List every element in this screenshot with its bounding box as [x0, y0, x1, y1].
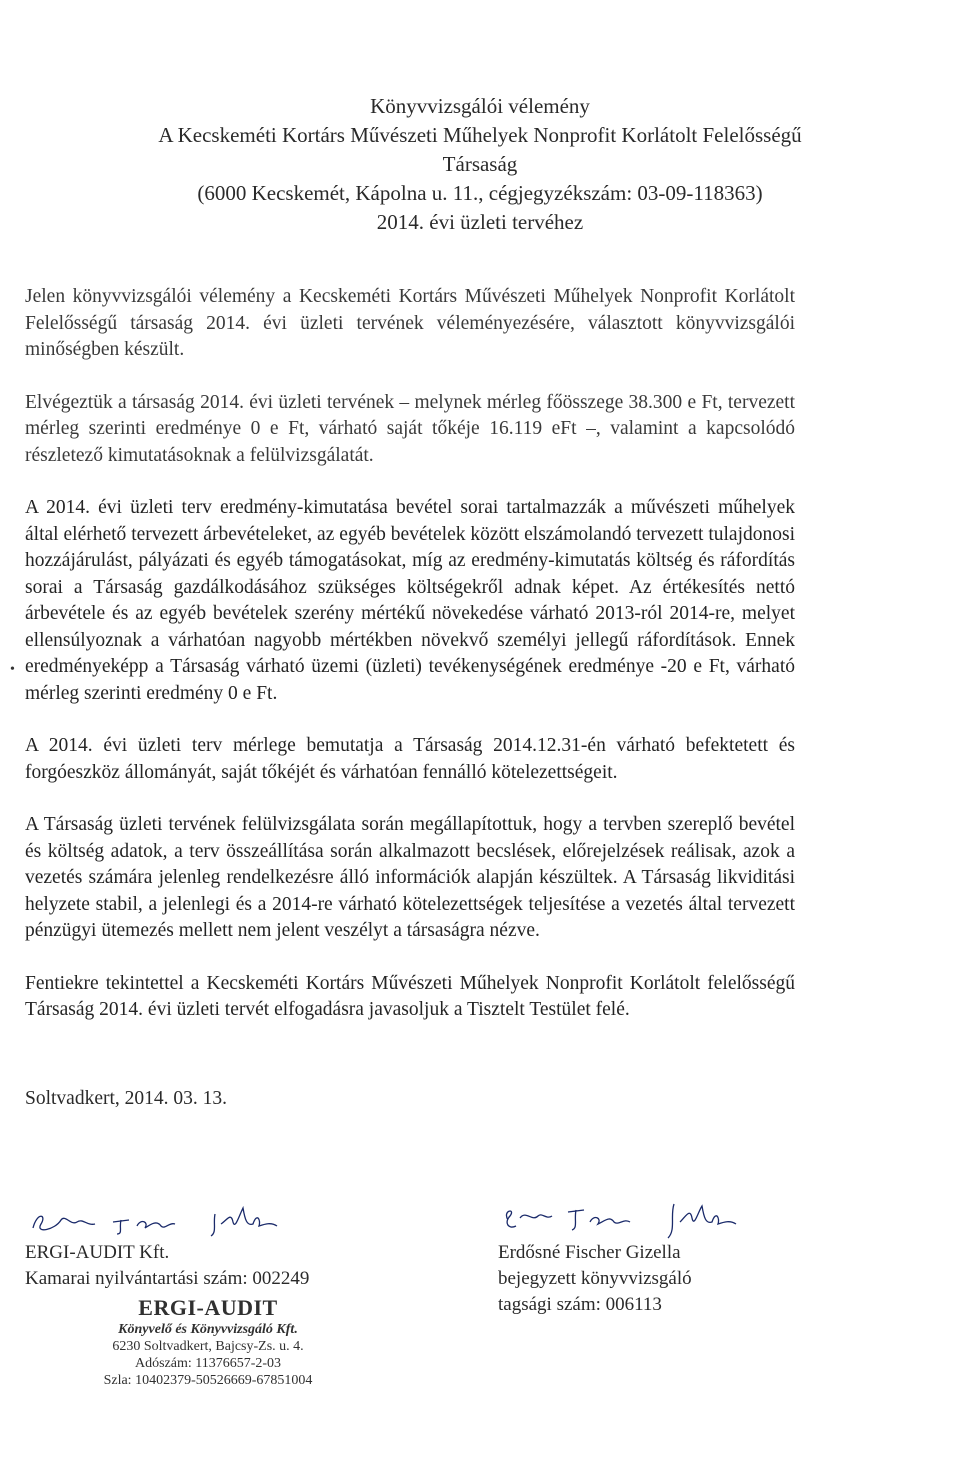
document-subject: 2014. évi üzleti tervéhez — [376, 210, 584, 234]
document-title: Könyvvizsgálói vélemény — [370, 94, 590, 118]
place-and-date: Soltvadkert, 2014. 03. 13. — [25, 1088, 228, 1109]
company-address: (6000 Kecskemét, Kápolna u. 11., cégjegyzékszám: 03-09-118363) — [197, 181, 763, 205]
margin-mark: • — [10, 662, 15, 677]
document-body — [25, 284, 795, 1050]
company-name-line: A Kecskeméti Kortárs Művészeti Műhelyek Nonprofit Korlátolt Felelősségű — [158, 123, 802, 147]
paragraph-intro: Jelen könyvvizsgálói vélemény a Kecskeméti Kortárs Művészeti Műhelyek Nonprofit Korlátolt Felelősségű társaság 2014. évi üzleti tervének véleményezésére, választott könyvvizsgálói minőségben készült. — [25, 286, 795, 360]
auditor-company: ERGI-AUDIT Kft. — [25, 1242, 170, 1263]
company-name-line-2: Társaság — [442, 152, 518, 176]
paragraph-income-statement: A 2014. évi üzleti terv eredmény-kimutatása bevétel sorai tartalmazzák a művészeti műhelyek által elérhető tervezett árbevételeket, az egyéb bevételek között elszámolandó tervezett tulajdonosi hozzájárulást, pályázati és egyéb támogatásokat, míg az eredmény-kimutatás költség és ráfordítás sorai a Társaság gazdálkodásához szükséges költségekről adnak képet. Az értékesítés nettó árbevétele és az egyéb bevételek szerény mértékű növekedése várható 2013-ról 2014-re, melyet ellensúlyoznak a várhatóan nagyobb mértékben növekvő személyi jellegű ráfordítások. Ennek eredményeképp a Társaság várható üzemi (üzleti) tevékenységének eredménye -20 e Ft, várható mérleg szerinti eredmény 0 e Ft. — [25, 497, 795, 704]
handwritten-signature-left — [25, 1200, 325, 1240]
handwritten-signature-right — [498, 1200, 818, 1240]
paragraph-recommendation: Fentiekre tekintettel a Kecskeméti Kortárs Művészeti Műhelyek Nonprofit Korlátolt felelősségű Társaság 2014. évi üzleti tervét elfogadásra javasoljuk a Tisztelt Testület felé. — [25, 972, 795, 1020]
signature-block-left — [25, 1200, 405, 1292]
paragraph-scope: Elvégeztük a társaság 2014. évi üzleti tervének – melynek mérleg főösszege 38.300 e Ft, tervezett mérleg szerinti eredménye 0 e Ft, várható saját tőkéje 16.119 eFt –, valamint a kapcsolódó részletező kimutatásoknak a felülvizsgálatát. — [25, 391, 795, 466]
auditor-membership-number: tagsági szám: 006113 — [498, 1294, 662, 1315]
paragraph-findings: A Társaság üzleti tervének felülvizsgálata során megállapítottuk, hogy a tervben szereplő bevétel és költség adatok, a terv összeállítása során alkalmazott becslések, előrejelzések reálisak, azok a vezetés számára jelenleg rendelkezésre álló információk alapján készültek. A Társaság likviditási helyzete stabil, a jelenlegi és a 2014-re várható kötelezettségek teljesítése a vezetés által tervezett pénzügyi ütemezés mellett nem jelent veszélyt a társaságra nézve. — [25, 814, 795, 941]
signature-block-right — [498, 1200, 828, 1318]
auditor-name: Erdősné Fischer Gizella — [498, 1242, 681, 1263]
company-stamp — [58, 1295, 358, 1389]
paragraph-balance-sheet: A 2014. évi üzleti terv mérlege bemutatja a Társaság 2014.12.31-én várható befektetett és forgóeszköz állományát, saját tőkéjét és várhatóan fennálló kötelezettségeit. — [25, 735, 795, 783]
stamp-address: 6230 Soltvadkert, Bajcsy-Zs. u. 4. — [112, 1339, 304, 1354]
document-header — [20, 92, 940, 237]
stamp-company-name: ERGI-AUDIT — [138, 1295, 278, 1320]
chamber-registration-number: Kamarai nyilvántartási szám: 002249 — [25, 1268, 310, 1289]
stamp-tax-number: Adószám: 11376657-2-03 — [134, 1356, 282, 1371]
stamp-bank-account: Szla: 10402379-50526669-67851004 — [103, 1373, 313, 1388]
auditor-title: bejegyzett könyvvizsgáló — [498, 1268, 692, 1289]
stamp-company-type: Könyvelő és Könyvvizsgáló Kft. — [118, 1322, 298, 1337]
